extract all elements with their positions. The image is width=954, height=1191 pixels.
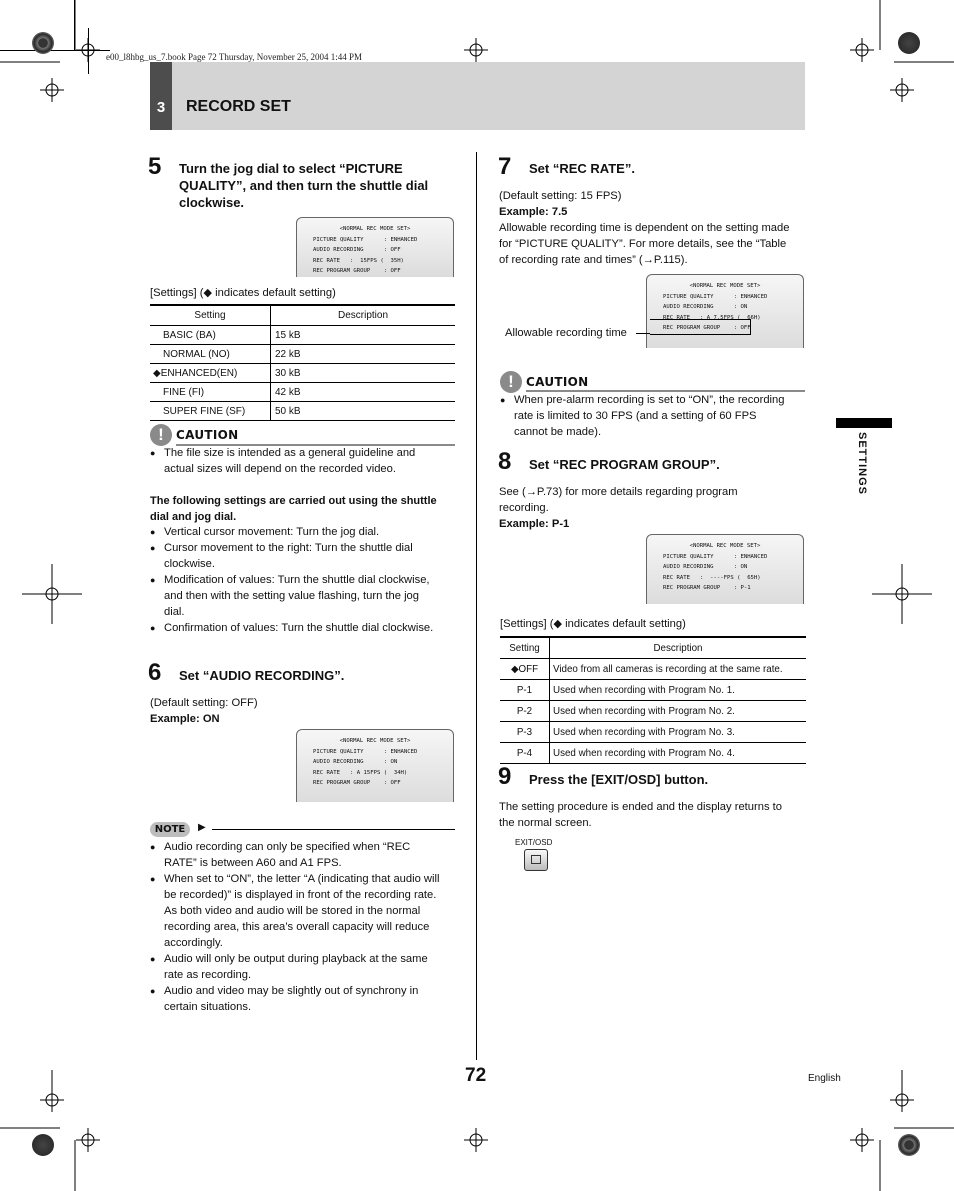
language-label: English <box>808 1073 841 1084</box>
step-7-screen: <NORMAL REC MODE SET> PICTURE QUALITY : ENHANCED AUDIO RECORDING : ON REC RATE : A 7.5FPS ( 66H) REC PROGRAM GROUP : OFF <box>646 274 804 348</box>
exit-osd-button-icon <box>531 855 541 864</box>
step-5-settings-note: [Settings] (◆ indicates default setting) <box>150 287 336 299</box>
step-7-description: Allowable recording time is dependent on the setting made for “PICTURE QUALITY”. For more details, see the “Table of recording rate and times” (→P.115). <box>499 222 790 266</box>
rec-program-table <box>500 636 806 764</box>
exit-osd-label: EXIT/OSD <box>515 838 553 847</box>
step-8-settings-note: [Settings] (◆ indicates default setting) <box>500 618 686 630</box>
note-arrow-icon: ▶ <box>198 822 206 833</box>
step-8-number: 8 <box>498 448 512 475</box>
step-6-number: 6 <box>148 659 162 686</box>
step-8-screen: <NORMAL REC MODE SET> PICTURE QUALITY : ENHANCED AUDIO RECORDING : ON REC RATE : ----FPS ( 65H) REC PROGRAM GROUP : P-1 <box>646 534 804 604</box>
step-5-screen: <NORMAL REC MODE SET> PICTURE QUALITY : ENHANCED AUDIO RECORDING : OFF REC RATE : 15FPS ( 35H) REC PROGRAM GROUP : OFF <box>296 217 454 277</box>
step-7-title: Set “REC RATE”. <box>529 161 635 176</box>
file-info: e00_l8hbg_us_7.book Page 72 Thursday, November 25, 2004 1:44 PM <box>106 52 362 62</box>
table-row: P-1 Used when recording with Program No. 1. <box>500 680 806 701</box>
caution-list <box>500 392 805 440</box>
list-item: ● Cursor movement to the right: Turn the shuttle dial clockwise. <box>150 540 460 572</box>
list-item: ● Modification of values: Turn the shuttle dial clockwise, and then with the setting value flashing, turn the jog dial. <box>150 572 460 620</box>
note-rule <box>212 829 455 830</box>
callout-label: Allowable recording time <box>505 327 627 339</box>
header-bar <box>150 62 805 130</box>
table-row: SUPER FINE (SF) 50 kB <box>150 402 455 421</box>
chapter-box <box>150 62 172 130</box>
table-header: Setting <box>150 305 271 326</box>
step-8-example: Example: P-1 <box>499 518 570 530</box>
list-item: ● When set to “ON”, the letter “A (indicating that audio will be recorded)” is displayed in front of the recording rate. As both video and audio will be stored in the normal recording area, this area’s overall capacity will reduce accordingly. <box>150 871 460 951</box>
caution-list <box>150 445 455 477</box>
step-5-title: Turn the jog dial to select “PICTURE QUALITY”, and then turn the shuttle dial clockwise. <box>179 161 429 210</box>
step-6-default: (Default setting: OFF) <box>150 697 258 709</box>
table-row: P-2 Used when recording with Program No. 2. <box>500 701 806 722</box>
chapter-number: 3 <box>156 99 166 116</box>
column-divider <box>476 152 477 1060</box>
list-item: ● When pre-alarm recording is set to “ON”, the recording rate is limited to 30 FPS (and a setting of 60 FPS cannot be made). <box>500 392 805 440</box>
step-8-see: See (→P.73) for more details regarding program recording. <box>499 486 738 514</box>
table-row: FINE (FI) 42 kB <box>150 383 455 402</box>
picture-quality-table <box>150 304 455 421</box>
table-header: Description <box>550 637 807 659</box>
note-list <box>150 839 460 1015</box>
caution-icon: ! <box>500 371 522 393</box>
table-row: ◆ENHANCED(EN) 30 kB <box>150 364 455 383</box>
shuttle-heading: The following settings are carried out using the shuttle dial and jog dial. <box>150 495 437 523</box>
step-6-title: Set “AUDIO RECORDING”. <box>179 668 345 683</box>
list-item: ● Audio will only be output during playback at the same rate as recording. <box>150 951 460 983</box>
step-5-number: 5 <box>148 153 162 180</box>
table-row: BASIC (BA) 15 kB <box>150 326 455 345</box>
list-item: ● Vertical cursor movement: Turn the jog dial. <box>150 524 460 540</box>
step-9-number: 9 <box>498 763 512 790</box>
table-row: P-4 Used when recording with Program No. 4. <box>500 743 806 764</box>
table-row: NORMAL (NO) 22 kB <box>150 345 455 364</box>
page-number: 72 <box>465 1065 487 1086</box>
step-7-number: 7 <box>498 153 512 180</box>
step-6-example: Example: ON <box>150 713 220 725</box>
caution-icon: ! <box>150 424 172 446</box>
callout-line <box>636 333 650 334</box>
table-header: Setting <box>500 637 550 659</box>
caution-badge: ! CAUTION <box>500 371 588 393</box>
step-9-description: The setting procedure is ended and the display returns to the normal screen. <box>499 801 782 829</box>
step-9-title: Press the [EXIT/OSD] button. <box>529 772 709 787</box>
table-header: Description <box>271 305 456 326</box>
note-badge: NOTE <box>150 822 190 837</box>
table-row: ◆OFF Video from all cameras is recording at the same rate. <box>500 659 806 680</box>
section-title: RECORD SET <box>186 98 291 115</box>
side-tab-marker <box>836 418 892 428</box>
exit-osd-button[interactable] <box>524 849 548 871</box>
rec-rate-highlight <box>650 319 751 335</box>
list-item: ● Confirmation of values: Turn the shuttle dial clockwise. <box>150 620 460 636</box>
list-item: ● Audio recording can only be specified when “REC RATE” is between A60 and A1 FPS. <box>150 839 460 871</box>
caution-badge: ! CAUTION <box>150 424 238 446</box>
step-8-title: Set “REC PROGRAM GROUP”. <box>529 457 720 472</box>
step-7-example: Example: 7.5 <box>499 206 568 218</box>
list-item: ● Audio and video may be slightly out of synchrony in certain situations. <box>150 983 460 1015</box>
step-7-default: (Default setting: 15 FPS) <box>499 190 622 202</box>
list-item: ● The file size is intended as a general guideline and actual sizes will depend on the recorded video. <box>150 445 455 477</box>
table-row: P-3 Used when recording with Program No. 3. <box>500 722 806 743</box>
step-6-screen: <NORMAL REC MODE SET> PICTURE QUALITY : ENHANCED AUDIO RECORDING : ON REC RATE : A 15FPS ( 34H) REC PROGRAM GROUP : OFF <box>296 729 454 802</box>
side-tab-label: SETTINGS <box>856 432 868 496</box>
operation-list <box>150 524 460 636</box>
